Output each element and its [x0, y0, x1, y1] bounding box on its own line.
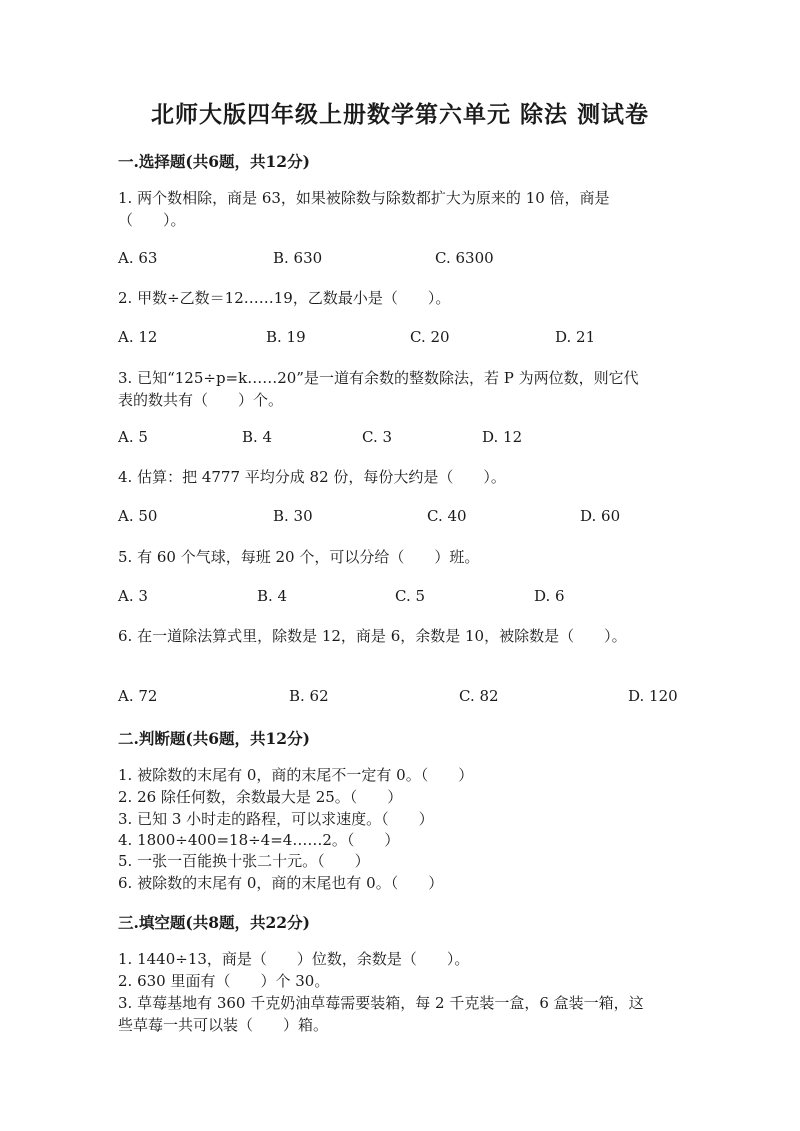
question-6-option-b: B. 62 — [289, 687, 329, 705]
tf-item-5: 5. 一张一百能换十张二十元。（ ） — [118, 852, 370, 870]
question-6-option-d: D. 120 — [628, 687, 678, 705]
section-heading-true-false: 二.判断题(共6题，共12分) — [118, 729, 310, 748]
question-3-text: 3. 已知“125÷p=k……20”是一道有余数的整数除法，若 P 为两位数，则它代 — [118, 369, 639, 387]
fill-item-1: 1. 1440÷13，商是（ ）位数，余数是（ ）。 — [118, 950, 470, 968]
question-5-option-a: A. 3 — [118, 587, 148, 605]
page-title: 北师大版四年级上册数学第六单元 除法 测试卷 — [150, 101, 649, 128]
question-4-option-a: A. 50 — [118, 507, 158, 525]
question-5-option-c: C. 5 — [395, 587, 426, 605]
question-4-text: 4. 估算：把 4777 平均分成 82 份，每份大约是（ ）。 — [118, 468, 506, 486]
question-3-option-d: D. 12 — [482, 428, 523, 446]
question-3-option-b: B. 4 — [242, 428, 273, 446]
tf-item-3: 3. 已知 3 小时走的路程，可以求速度。（ ） — [118, 810, 434, 828]
question-2-option-b: B. 19 — [266, 328, 306, 346]
section-heading-fill-blank: 三.填空题(共8题，共22分) — [118, 913, 310, 932]
question-4-option-b: B. 30 — [273, 507, 313, 525]
question-2-option-c: C. 20 — [410, 328, 450, 346]
question-1-text-cont: （ ）。 — [118, 211, 186, 229]
question-6-text: 6. 在一道除法算式里，除数是 12，商是 6，余数是 10，被除数是（ ）。 — [118, 627, 627, 645]
question-1-text: 1. 两个数相除，商是 63，如果被除数与除数都扩大为原来的 10 倍，商是 — [118, 189, 610, 207]
question-3-option-c: C. 3 — [362, 428, 393, 446]
question-1-option-a: A. 63 — [118, 249, 158, 267]
question-1-option-c: C. 6300 — [435, 249, 494, 267]
question-2-option-a: A. 12 — [118, 328, 158, 346]
question-6-option-c: C. 82 — [459, 687, 499, 705]
fill-item-3-cont: 些草莓一共可以装（ ）箱。 — [118, 1016, 329, 1034]
question-3-option-a: A. 5 — [118, 428, 148, 446]
tf-item-2: 2. 26 除任何数，余数最大是 25。（ ） — [118, 788, 403, 806]
question-6-option-a: A. 72 — [118, 687, 158, 705]
question-3-text-cont: 表的数共有（ ）个。 — [118, 391, 284, 409]
question-5-text: 5. 有 60 个气球，每班 20 个，可以分给（ ）班。 — [118, 548, 480, 566]
question-5-option-d: D. 6 — [534, 587, 565, 605]
question-5-option-b: B. 4 — [257, 587, 288, 605]
tf-item-6: 6. 被除数的末尾有 0，商的末尾也有 0。（ ） — [118, 874, 444, 892]
question-4-option-c: C. 40 — [427, 507, 467, 525]
tf-item-4: 4. 1800÷400=18÷4=4……2。（ ） — [118, 831, 400, 849]
fill-item-2: 2. 630 里面有（ ）个 30。 — [118, 972, 330, 990]
fill-item-3: 3. 草莓基地有 360 千克奶油草莓需要装箱，每 2 千克装一盒，6 盒装一箱，这 — [118, 994, 644, 1012]
question-2-option-d: D. 21 — [555, 328, 596, 346]
question-4-option-d: D. 60 — [580, 507, 621, 525]
question-1-option-b: B. 630 — [273, 249, 323, 267]
tf-item-1: 1. 被除数的末尾有 0，商的末尾不一定有 0。（ ） — [118, 766, 474, 784]
question-2-text: 2. 甲数÷乙数＝12……19，乙数最小是（ ）。 — [118, 289, 451, 307]
section-heading-choice: 一.选择题(共6题，共12分) — [118, 152, 310, 171]
